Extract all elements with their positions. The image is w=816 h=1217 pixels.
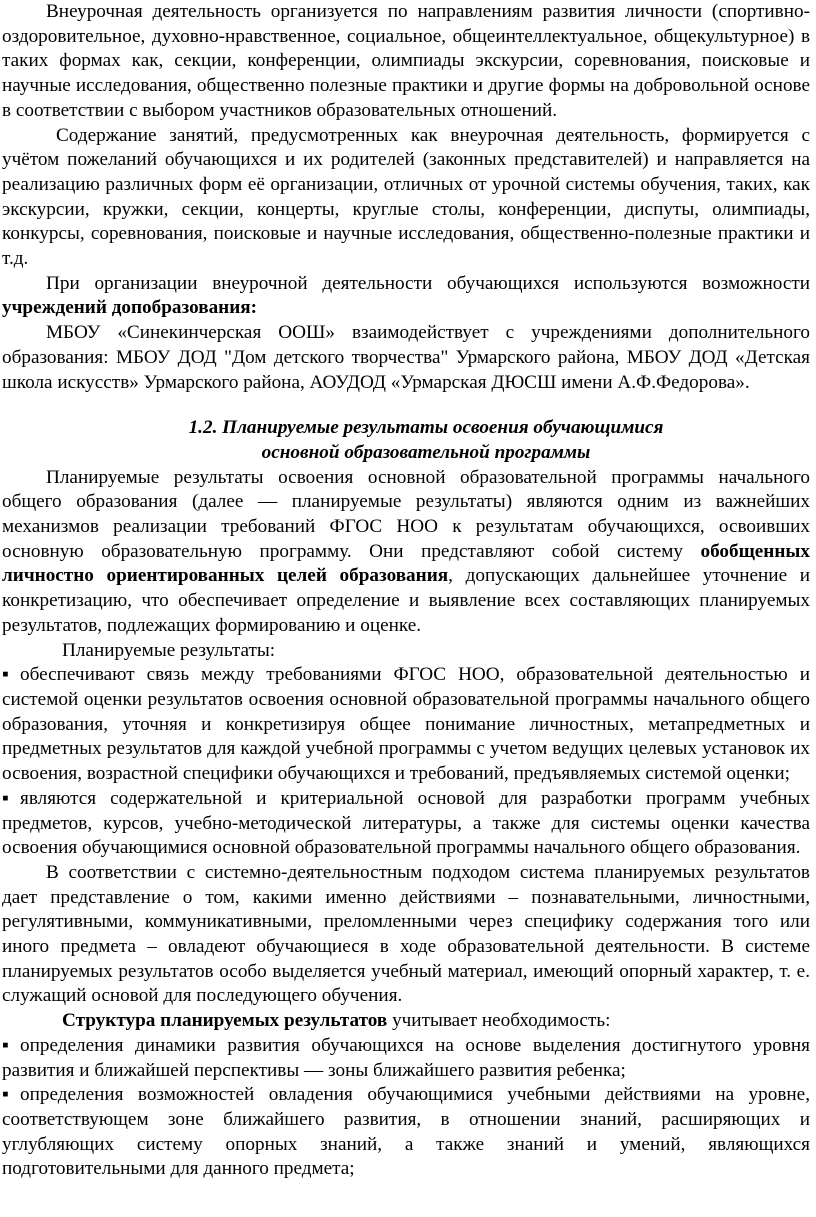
bullet-item-2-text: являются содержательной и критериальной основой для разработки программ учебных предметов, курсов, учебно-методической литературы, а также для системы оценки качества освоения обучающимися основной образовательной программы начального общего образования. (2, 787, 810, 859)
paragraph-structure-text: учитывает необходимость: (387, 1010, 611, 1032)
bullet-square-icon: ▪ (2, 1034, 9, 1056)
paragraph-institutions-text: При организации внеурочной деятельности обучающихся используются возможности (46, 272, 810, 294)
paragraph-planned-results (2, 466, 810, 639)
bullet-item-2 (2, 787, 810, 861)
paragraph-institutions (2, 272, 810, 321)
section-heading-line2: основной образовательной программы (261, 441, 591, 463)
bullet-item-4 (2, 1083, 810, 1182)
paragraph-institutions-bold: учреждений допобразования: (2, 297, 258, 319)
paragraph-planned-results-text-b: , допускающих дальнейшее уточнение и конкретизацию, что обеспечивает определение и выявление всех составляющих планируемых результатов, подлежащих формированию и оценке. (2, 565, 811, 636)
bullet-item-3-text: определения динамики развития обучающихся на основе выделения достигнутого уровня развития и ближайшей перспективы — зоны ближайшего развития ребенка; (2, 1034, 810, 1081)
paragraph-structure-bold: Структура планируемых результатов (62, 1010, 388, 1032)
paragraph-system-activity: В соответствии с системно-деятельностным подходом система планируемых результатов дает представление о том, какими именно действиями – познавательными, личностными, регулятивными, коммуникативными, преломленными через специфику содержания того или иного предмета – овладеют обучающиеся в ходе образовательной деятельности. В системе планируемых результатов особо выделяется учебный материал, имеющий опорный характер, т. е. служащий основой для последующего обучения. (2, 861, 810, 1007)
paragraph-extracurricular-intro: Внеурочная деятельность организуется по направлениям развития личности (спортивно-оздоровительное, духовно-нравственное, социальное, общеинтеллектуальное, общекультурное) в таких формах как, секции, конференции, олимпиады экскурсии, соревнования, поисковые и научные исследования, общественно полезные практики и другие формы на добровольной основе в соответствии с выбором участников образовательных отношений. (2, 1, 810, 121)
paragraph-planned-results-bold: обобщенных личностно ориентированных целей образования (2, 540, 810, 587)
bullet-square-icon: ▪ (2, 1084, 9, 1106)
paragraph-planned-results-label: Планируемые результаты: (62, 639, 276, 661)
section-heading-line1: 1.2. Планируемые результаты освоения обучающимися (188, 417, 664, 439)
paragraph-content: Содержание занятий, предусмотренных как внеурочная деятельность, формируется с учётом пожеланий обучающихся и их родителей (законных представителей) и направляется на реализацию различных форм её организации, отличных от урочной системы обучения, таких, как экскурсии, кружки, секции, концерты, круглые столы, конференции, диспуты, олимпиады, конкурсы, соревнования, поисковые и научные исследования, общественно-полезные практики и т.д. (2, 124, 810, 270)
paragraph-planned-results-text-a: Планируемые результаты освоения основной образовательной программы начального общего образования (далее — планируемые результаты) являются одним из важнейших механизмов реализации требований ФГОС НОО к результатам обучающихся, освоивших основную образовательную программу. Они представляют собой систему (2, 466, 810, 562)
bullet-item-1-text: обеспечивают связь между требованиями ФГОС НОО, образовательной деятельностью и системой оценки результатов освоения основной образовательной программы начального общего образования, уточняя и конкретизируя общее понимание личностных, метапредметных и предметных результатов для каждой учебной программы с учетом ведущих целевых установок их освоения, возрастной специфики обучающихся и требований, предъявляемых системой оценки; (2, 664, 810, 785)
bullet-square-icon: ▪ (2, 787, 9, 809)
paragraph-structure (2, 1009, 810, 1034)
bullet-item-4-text: определения возможностей овладения обучающимися учебными действиями на уровне, соответствующем зоне ближайшего развития, в отношении знаний, расширяющих и углубляющих систему опорных знаний, а также знаний и умений, являющихся подготовительными для данного предмета; (2, 1084, 810, 1180)
paragraph-mbou: МБОУ «Синекинчерская ООШ» взаимодействует с учреждениями дополнительного образования: МБОУ ДОД "Дом детского творчества" Урмарского района, МБОУ ДОД «Детская школа искусств» Урмарского района, АОУДОД «Урмарская ДЮСШ имени А.Ф.Федорова». (2, 322, 810, 393)
bullet-item-3 (2, 1034, 810, 1083)
section-heading (2, 416, 810, 465)
bullet-square-icon: ▪ (2, 664, 9, 686)
bullet-item-1 (2, 663, 810, 787)
